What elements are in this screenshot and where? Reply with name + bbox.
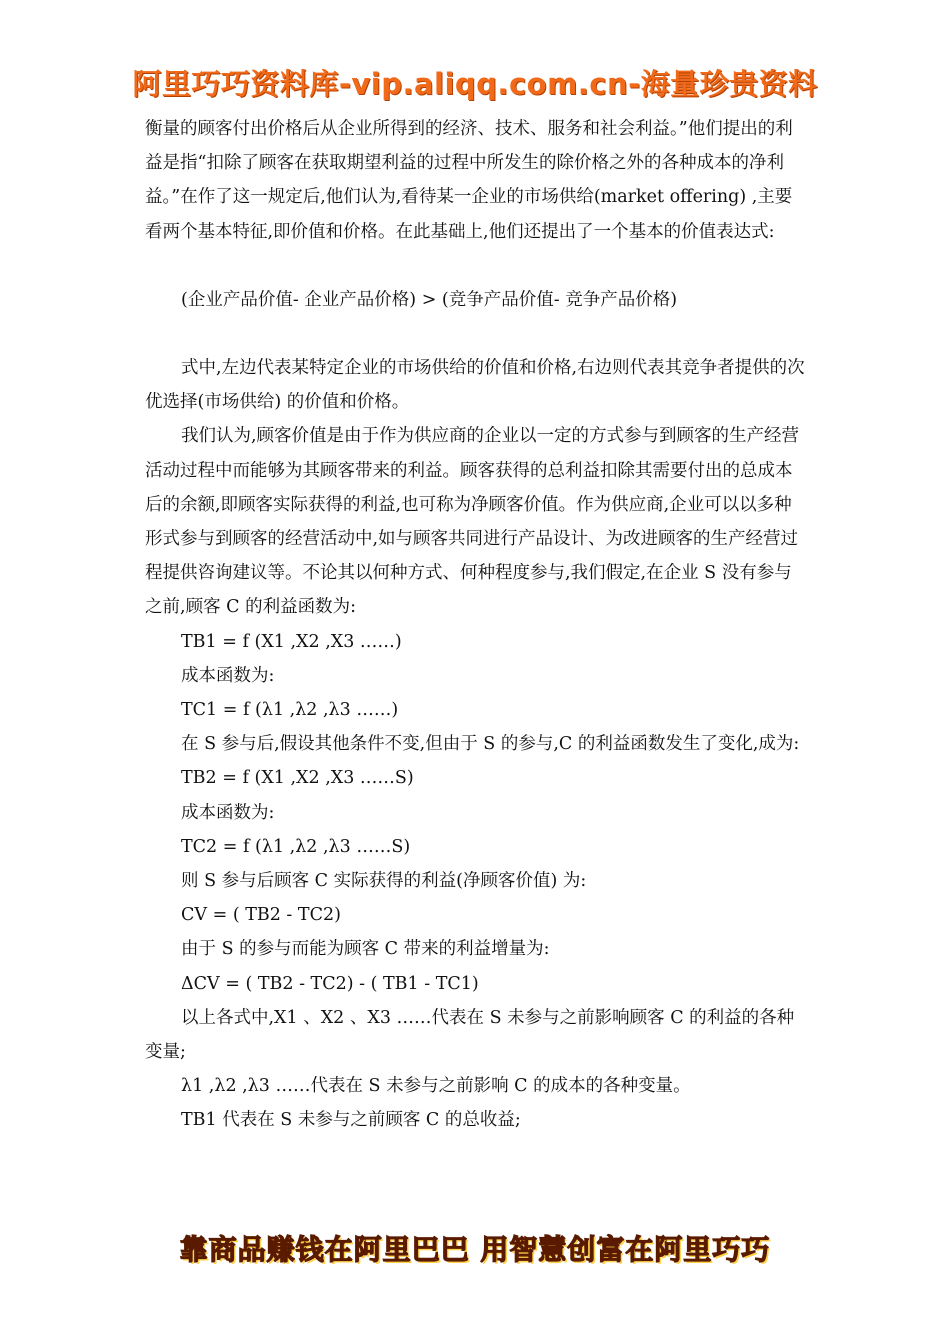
document-body: [145, 112, 807, 1138]
formula-tb1: TB1 = f (X1 ,X2 ,X3 ……): [181, 631, 402, 652]
spacer: [145, 317, 807, 351]
paragraph-formula-explanation: 式中,左边代表某特定企业的市场供给的价值和价格,右边则代表其竞争者提供的次优选择(市场供给) 的价值和价格。: [145, 358, 805, 413]
formula-tc2: TC2 = f (λ1 ,λ2 ,λ3 ……S): [181, 836, 411, 857]
header-banner: 阿里巧巧资料库-vip.aliqq.com.cn-海量珍贵资料: [132, 67, 818, 101]
cost-function-label: 成本函数为:: [181, 802, 275, 823]
formula-tc1: TC1 = f (λ1 ,λ2 ,λ3 ……): [181, 700, 399, 721]
paragraph-tb1-definition: TB1 代表在 S 未参与之前顾客 C 的总收益;: [181, 1110, 521, 1131]
formula-tb2: TB2 = f (X1 ,X2 ,X3 ……S): [181, 768, 414, 789]
spacer: [145, 249, 807, 283]
footer-banner: 靠商品赚钱在阿里巴巴 用智慧创富在阿里巧巧: [179, 1233, 771, 1266]
paragraph-variables-lambda: λ1 ,λ2 ,λ3 ……代表在 S 未参与之前影响 C 的成本的各种变量。: [181, 1076, 691, 1097]
value-formula: (企业产品价值- 企业产品价格) > (竞争产品价值- 竞争产品价格): [181, 289, 678, 310]
formula-delta-cv: ΔCV = ( TB2 - TC2) - ( TB1 - TC1): [181, 973, 479, 994]
paragraph-value-increment: 由于 S 的参与而能为顾客 C 带来的利益增量为:: [181, 939, 550, 960]
paragraph-intro: 衡量的顾客付出价格后从企业所得到的经济、技术、服务和社会利益。”他们提出的利益是指“扣除了顾客在获取期望利益的过程中所发生的除价格之外的各种成本的净利益。”在作了这一规定后,他们认为,看待某一企业的市场供给(market offering) ,主要看两个基本特征,即价值和价格。在此基础上,他们还提出了一个基本的价值表达式:: [145, 119, 793, 242]
paragraph-net-value: 则 S 参与后顾客 C 实际获得的利益(净顾客价值) 为:: [181, 871, 587, 892]
formula-cv: CV = ( TB2 - TC2): [181, 905, 341, 926]
paragraph-after-participation: 在 S 参与后,假设其他条件不变,但由于 S 的参与,C 的利益函数发生了变化,成为:: [181, 734, 800, 755]
cost-function-label: 成本函数为:: [181, 665, 275, 686]
paragraph-variables-x: 以上各式中,X1 、X2 、X3 ……代表在 S 未参与之前影响顾客 C 的利益的各种变量;: [145, 1007, 795, 1063]
paragraph-customer-value: 我们认为,顾客价值是由于作为供应商的企业以一定的方式参与到顾客的生产经营活动过程中而能够为其顾客带来的利益。顾客获得的总利益扣除其需要付出的总成本后的余额,即顾客实际获得的利益,也可称为净顾客价值。作为供应商,企业可以以多种形式参与到顾客的经营活动中,如与顾客共同进行产品设计、为改进顾客的生产经营过程提供咨询建议等。不论其以何种方式、何种程度参与,我们假定,在企业 S 没有参与之前,顾客 C 的利益函数为:: [145, 426, 800, 618]
